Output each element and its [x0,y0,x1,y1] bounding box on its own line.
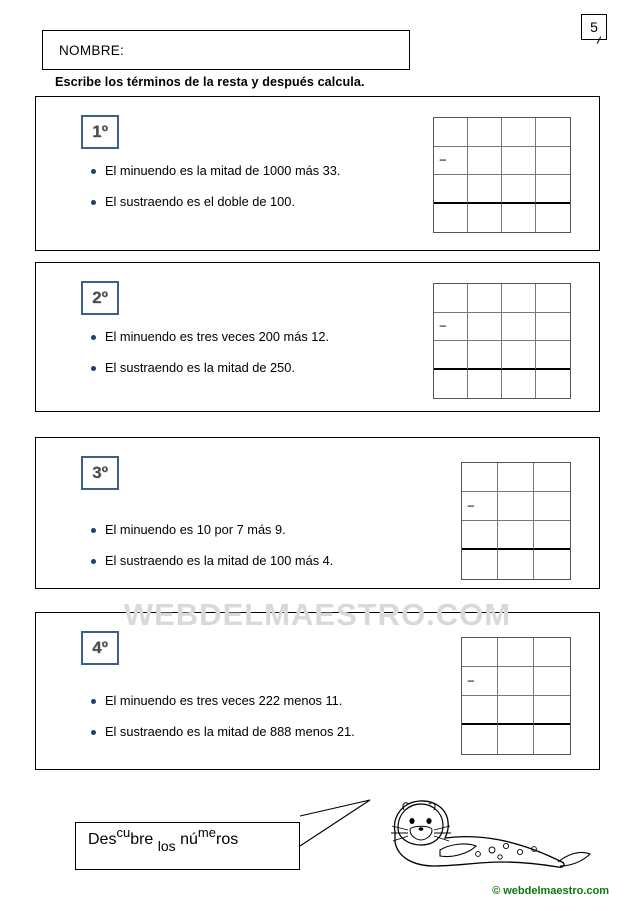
bullet-icon [91,169,96,174]
grid-cell[interactable] [462,638,498,667]
list-item [91,553,451,569]
grid-cell[interactable] [502,313,536,342]
grid-cell[interactable] [498,463,534,492]
grid-cell-minus[interactable] [434,147,468,176]
grid-cell[interactable] [502,147,536,176]
exercise-2 [35,262,600,412]
list-item [91,360,451,376]
bullet-text: El minuendo es tres veces 200 más 12. [105,329,330,344]
exercise-2-bullets [91,329,451,391]
exercise-1-operation-grid[interactable] [433,117,571,233]
speech-part-2: cu [116,825,131,840]
grid-cell[interactable] [498,696,534,725]
grid-cell[interactable] [468,118,502,147]
bullet-text: El sustraendo es el doble de 100. [105,193,295,209]
speech-text [88,825,239,854]
list-item [91,522,451,538]
grid-cell[interactable] [498,667,534,696]
exercise-4 [35,612,600,770]
bullet-icon [91,200,96,205]
list-item [91,693,451,709]
grid-cell[interactable] [502,204,536,233]
grid-cell[interactable] [502,341,536,370]
page-corner-fold [597,36,609,47]
footer-illustration [0,780,635,880]
exercise-3-operation-grid[interactable] [461,462,571,580]
grid-cell[interactable] [468,204,502,233]
grid-cell[interactable] [534,492,570,521]
speech-part-4: los [157,838,176,854]
grid-cell[interactable] [534,550,570,579]
grid-cell-minus[interactable] [462,667,498,696]
grid-cell[interactable] [536,313,570,342]
grid-cell[interactable] [536,147,570,176]
grid-cell[interactable] [498,725,534,754]
list-item [91,163,451,179]
bullet-icon [91,699,96,704]
grid-cell[interactable] [462,696,498,725]
grid-cell[interactable] [434,175,468,204]
minus-icon: − [439,152,447,168]
bullet-text: El minuendo es 10 por 7 más 9. [105,522,286,537]
grid-cell-minus[interactable] [462,492,498,521]
grid-cell[interactable] [434,204,468,233]
grid-cell[interactable] [462,725,498,754]
grid-cell-minus[interactable] [434,313,468,342]
page-number-badge [581,14,607,40]
exercise-1-bullets [91,163,451,225]
grid-cell[interactable] [498,550,534,579]
grid-cell[interactable] [502,175,536,204]
exercise-3-bullets [91,522,451,584]
list-item [91,724,451,740]
bullet-text: El minuendo es la mitad de 1000 más 33. [105,163,341,178]
grid-cell[interactable] [468,175,502,204]
bullet-icon [91,730,96,735]
speech-part-1: Des [88,831,117,848]
grid-cell[interactable] [434,118,468,147]
exercise-2-operation-grid[interactable] [433,283,571,399]
grid-cell[interactable] [468,313,502,342]
grid-cell[interactable] [502,370,536,399]
exercise-4-badge: 4º [81,631,119,665]
list-item [91,329,451,345]
bullet-icon [91,559,96,564]
minus-icon: − [467,498,475,514]
exercise-3-badge: 3º [81,456,119,490]
grid-cell[interactable] [534,521,570,550]
grid-cell[interactable] [498,492,534,521]
exercise-1-badge: 1º [81,115,119,149]
grid-cell[interactable] [536,118,570,147]
grid-cell[interactable] [462,463,498,492]
speech-part-5: nú [180,831,198,848]
grid-cell[interactable] [468,284,502,313]
speech-bubble [75,822,300,870]
grid-cell[interactable] [462,550,498,579]
copyright-icon: © [492,885,501,897]
grid-cell[interactable] [434,284,468,313]
bullet-text: El minuendo es tres veces 222 menos 11. [105,693,343,708]
grid-cell[interactable] [534,667,570,696]
grid-cell[interactable] [502,284,536,313]
bullet-text: El sustraendo es la mitad de 888 menos 21. [105,723,355,739]
minus-icon: − [467,673,475,689]
bullet-text: El sustraendo es la mitad de 100 más 4. [105,552,334,568]
credit-text: webdelmaestro.com [503,885,609,897]
grid-cell[interactable] [534,463,570,492]
grid-cell[interactable] [498,638,534,667]
exercise-1 [35,96,600,251]
grid-cell[interactable] [534,696,570,725]
name-label: NOMBRE: [59,42,125,58]
minus-icon: − [439,318,447,334]
bullet-icon [91,335,96,340]
grid-cell[interactable] [434,341,468,370]
speech-part-6: me [197,825,216,840]
grid-cell[interactable] [536,175,570,204]
exercise-4-bullets [91,693,451,755]
exercise-4-operation-grid[interactable] [461,637,571,755]
credit-footer[interactable] [492,885,609,897]
grid-cell[interactable] [502,118,536,147]
speech-part-3: bre [130,831,154,848]
instruction-text: Escribe los términos de la resta y después calcula. [55,75,365,89]
bullet-text: El sustraendo es la mitad de 250. [105,359,295,375]
bullet-icon [91,366,96,371]
bullet-icon [91,528,96,533]
grid-cell[interactable] [462,521,498,550]
grid-cell[interactable] [468,147,502,176]
watermark: WEBDELMAESTRO.COM [123,597,512,632]
name-field[interactable] [42,30,410,70]
page-number-value: 5 [590,19,598,35]
exercise-2-badge: 2º [81,281,119,315]
grid-cell[interactable] [536,284,570,313]
list-item [91,194,451,210]
exercise-3 [35,437,600,589]
grid-cell[interactable] [534,725,570,754]
grid-cell[interactable] [498,521,534,550]
grid-cell[interactable] [536,341,570,370]
grid-cell[interactable] [534,638,570,667]
grid-cell[interactable] [468,341,502,370]
grid-cell[interactable] [536,204,570,233]
grid-cell[interactable] [434,370,468,399]
grid-cell[interactable] [468,370,502,399]
grid-cell[interactable] [536,370,570,399]
speech-part-7: ros [215,831,239,848]
